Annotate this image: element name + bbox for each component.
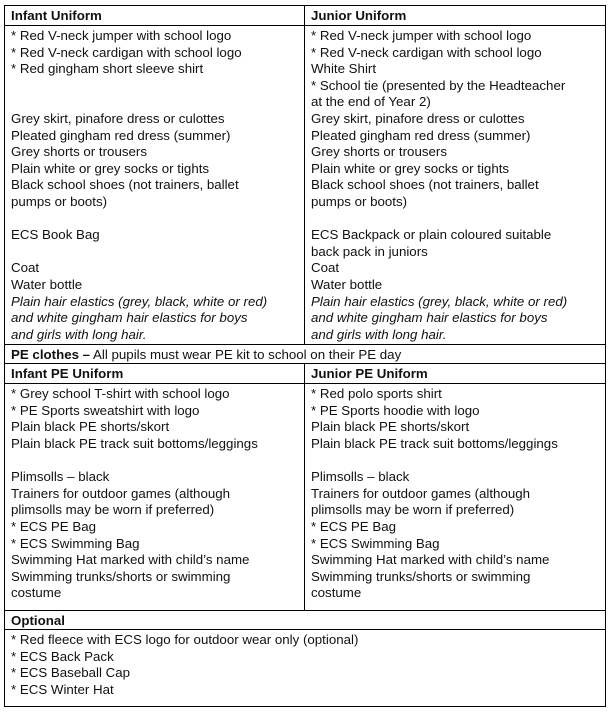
- uniform-body-row: [5, 25, 605, 344]
- pe-clothes-banner-text: All pupils must wear PE kit to school on their PE day: [90, 347, 402, 363]
- text-line: * ECS Swimming Bag: [11, 535, 140, 551]
- text-line: White Shirt: [311, 61, 377, 77]
- text-line: [11, 244, 298, 261]
- text-line: and girls with long hair.: [311, 326, 447, 342]
- text-line: Plain black PE track suit bottoms/leggings: [11, 436, 258, 452]
- text-line: * ECS Back Pack: [11, 648, 114, 664]
- optional-header: Optional: [5, 610, 605, 629]
- infant-pe-uniform-list: [5, 384, 304, 610]
- text-line: costume: [311, 585, 362, 601]
- text-line: Trainers for outdoor games (although: [11, 485, 231, 501]
- junior-uniform-list: [304, 26, 605, 344]
- text-line: * Red polo sports shirt: [311, 386, 442, 402]
- infant-uniform-list: [5, 26, 304, 344]
- text-line: Plain white or grey socks or tights: [11, 160, 210, 176]
- text-line: Plain black PE shorts/skort: [311, 419, 470, 435]
- text-line: * Red V-neck jumper with school logo: [11, 28, 232, 43]
- text-line: * PE Sports sweatshirt with logo: [11, 402, 200, 418]
- text-line: [311, 211, 599, 228]
- junior-pe-uniform-header: Junior PE Uniform: [304, 364, 605, 383]
- text-line: and white gingham hair elastics for boys: [311, 310, 548, 326]
- text-line: Plimsolls – black: [11, 469, 110, 485]
- text-line: back pack in juniors: [311, 243, 428, 259]
- text-line: ECS Backpack or plain coloured suitable: [311, 227, 552, 243]
- text-line: costume: [11, 585, 62, 601]
- text-line: plimsolls may be worn if preferred): [11, 502, 215, 518]
- text-line: * Red V-neck jumper with school logo: [311, 28, 532, 43]
- pe-clothes-banner-lead: PE clothes –: [11, 347, 91, 363]
- text-line: Grey skirt, pinafore dress or culottes: [11, 110, 225, 126]
- text-line: [11, 211, 298, 228]
- uniform-header-row: [5, 6, 605, 25]
- text-line: Plain black PE track suit bottoms/leggings: [311, 436, 558, 452]
- pe-body-row: [5, 383, 605, 610]
- text-line: Coat: [311, 260, 340, 276]
- text-line: * ECS Swimming Bag: [311, 535, 440, 551]
- text-line: at the end of Year 2): [311, 94, 431, 110]
- text-line: Plain hair elastics (grey, black, white or red): [11, 293, 268, 309]
- text-line: and white gingham hair elastics for boys: [11, 310, 248, 326]
- pe-header-row: [5, 363, 605, 383]
- text-line: * Red V-neck cardigan with school logo: [11, 44, 242, 60]
- text-line: Plain hair elastics (grey, black, white or red): [311, 293, 568, 309]
- text-line: Grey shorts or trousers: [311, 144, 447, 160]
- text-line: * Red fleece with ECS logo for outdoor wear only (optional): [11, 632, 359, 647]
- text-line: * PE Sports hoodie with logo: [311, 402, 480, 418]
- text-line: * Grey school T-shirt with school logo: [11, 386, 230, 402]
- text-line: Plain black PE shorts/skort: [11, 419, 170, 435]
- optional-list: [5, 629, 605, 706]
- text-line: Swimming trunks/shorts or swimming: [11, 568, 231, 584]
- text-line: Plimsolls – black: [311, 469, 410, 485]
- text-line: Black school shoes (not trainers, ballet: [311, 177, 539, 193]
- text-line: * School tie (presented by the Headteacher: [311, 77, 566, 93]
- text-line: Pleated gingham red dress (summer): [311, 127, 531, 143]
- text-line: * ECS Winter Hat: [11, 681, 114, 697]
- text-line: * Red V-neck cardigan with school logo: [311, 44, 542, 60]
- text-line: Grey skirt, pinafore dress or culottes: [311, 110, 525, 126]
- text-line: Water bottle: [311, 276, 383, 292]
- junior-pe-uniform-list: [304, 384, 605, 610]
- text-line: pumps or boots): [311, 193, 408, 209]
- text-line: [11, 94, 298, 111]
- infant-pe-uniform-header: Infant PE Uniform: [11, 366, 124, 382]
- text-line: * ECS PE Bag: [311, 519, 396, 535]
- text-line: Trainers for outdoor games (although: [311, 485, 531, 501]
- text-line: Swimming Hat marked with child’s name: [311, 552, 550, 568]
- text-line: [11, 453, 298, 470]
- text-line: pumps or boots): [11, 193, 108, 209]
- junior-uniform-header: Junior Uniform: [304, 6, 605, 25]
- text-line: [311, 453, 599, 470]
- pe-clothes-banner: [5, 344, 605, 363]
- text-line: Swimming Hat marked with child’s name: [11, 552, 250, 568]
- text-line: Coat: [11, 260, 40, 276]
- text-line: * ECS PE Bag: [11, 519, 96, 535]
- text-line: Plain white or grey socks or tights: [311, 160, 510, 176]
- text-line: plimsolls may be worn if preferred): [311, 502, 515, 518]
- text-line: * Red gingham short sleeve shirt: [11, 61, 204, 77]
- infant-uniform-header: Infant Uniform: [11, 8, 102, 23]
- text-line: Swimming trunks/shorts or swimming: [311, 568, 531, 584]
- text-line: [11, 78, 298, 95]
- text-line: Black school shoes (not trainers, ballet: [11, 177, 239, 193]
- text-line: ECS Book Bag: [11, 227, 100, 243]
- text-line: and girls with long hair.: [11, 326, 147, 342]
- text-line: Pleated gingham red dress (summer): [11, 127, 231, 143]
- text-line: * ECS Baseball Cap: [11, 665, 130, 681]
- text-line: Grey shorts or trousers: [11, 144, 147, 160]
- text-line: Water bottle: [11, 276, 83, 292]
- uniform-table: [4, 5, 606, 707]
